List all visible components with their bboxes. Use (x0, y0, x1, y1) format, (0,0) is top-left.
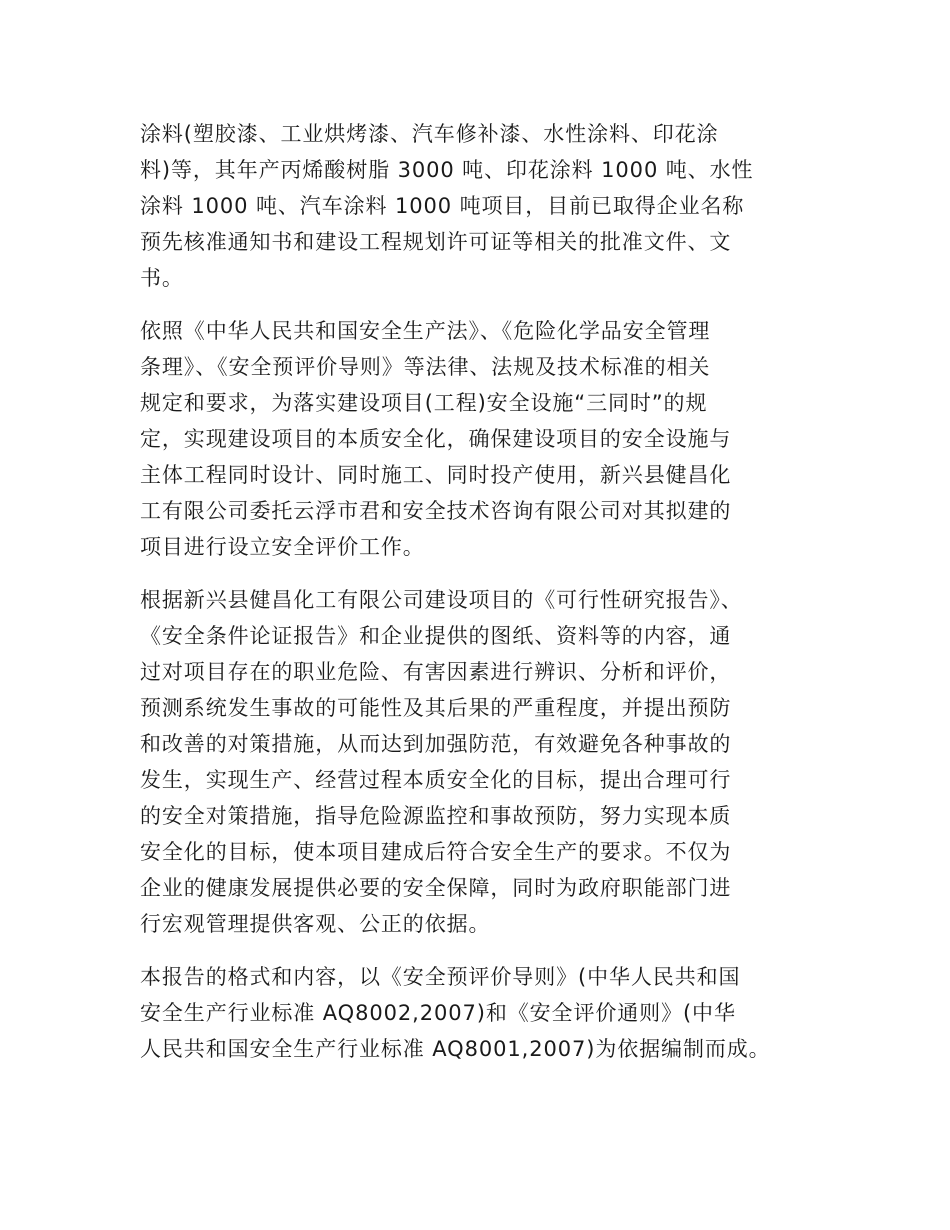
text-line: 根据新兴县健昌化工有限公司建设项目的《可行性研究报告》、 (140, 588, 743, 612)
text-line: 过对项目存在的职业危险、有害因素进行辨识、分析和评价， (140, 660, 732, 684)
document-body (140, 116, 840, 1084)
text-line: 预先核准通知书和建设工程规划许可证等相关的批准文件、文 (140, 230, 732, 254)
text-line: 料)等，其年产丙烯酸树脂 3000 吨、印花涂料 1000 吨、水性 (140, 158, 754, 182)
text-line: 工有限公司委托云浮市君和安全技术咨询有限公司对其拟建的 (140, 499, 732, 523)
paragraph-report-format (140, 959, 840, 1067)
text-line: 企业的健康发展提供必要的安全保障，同时为政府职能部门进 (140, 876, 732, 900)
text-line: 定，实现建设项目的本质安全化，确保建设项目的安全设施与 (140, 427, 732, 451)
text-line: 涂料 1000 吨、汽车涂料 1000 吨项目，目前已取得企业名称 (140, 194, 745, 218)
text-line: 本报告的格式和内容，以《安全预评价导则》(中华人民共和国 (140, 965, 741, 989)
text-line: 规定和要求，为落实建设项目(工程)安全设施“三同时”的规 (140, 391, 708, 415)
text-line: 的安全对策措施，指导危险源监控和事故预防，努力实现本质 (140, 804, 732, 828)
text-line: 安全生产行业标准 AQ8002,2007)和《安全评价通则》(中华 (140, 1001, 736, 1025)
text-line: 行宏观管理提供客观、公正的依据。 (140, 912, 491, 936)
text-line: 预测系统发生事故的可能性及其后果的严重程度，并提出预防 (140, 696, 732, 720)
text-line: 《安全条件论证报告》和企业提供的图纸、资料等的内容，通 (140, 624, 732, 648)
text-line: 项目进行设立安全评价工作。 (140, 535, 425, 559)
text-line: 和改善的对策措施，从而达到加强防范，有效避免各种事故的 (140, 732, 732, 756)
text-line: 安全化的目标，使本项目建成后符合安全生产的要求。不仅为 (140, 840, 732, 864)
paragraph-project-scope (140, 116, 840, 296)
text-line: 涂料(塑胶漆、工业烘烤漆、汽车修补漆、水性涂料、印花涂 (140, 122, 719, 146)
text-line: 书。 (140, 266, 184, 290)
text-line: 条理》、《安全预评价导则》等法律、法规及技术标准的相关 (140, 355, 711, 379)
text-line: 主体工程同时设计、同时施工、同时投产使用，新兴县健昌化 (140, 463, 732, 487)
paragraph-evaluation-purpose (140, 582, 840, 942)
text-line: 发生，实现生产、经营过程本质安全化的目标，提出合理可行 (140, 768, 732, 792)
text-line: 人民共和国安全生产行业标准 AQ8001,2007)为依据编制而成。 (140, 1037, 771, 1061)
text-line: 依照《中华人民共和国安全生产法》、《危险化学品安全管理 (140, 319, 711, 343)
paragraph-legal-basis (140, 313, 840, 565)
